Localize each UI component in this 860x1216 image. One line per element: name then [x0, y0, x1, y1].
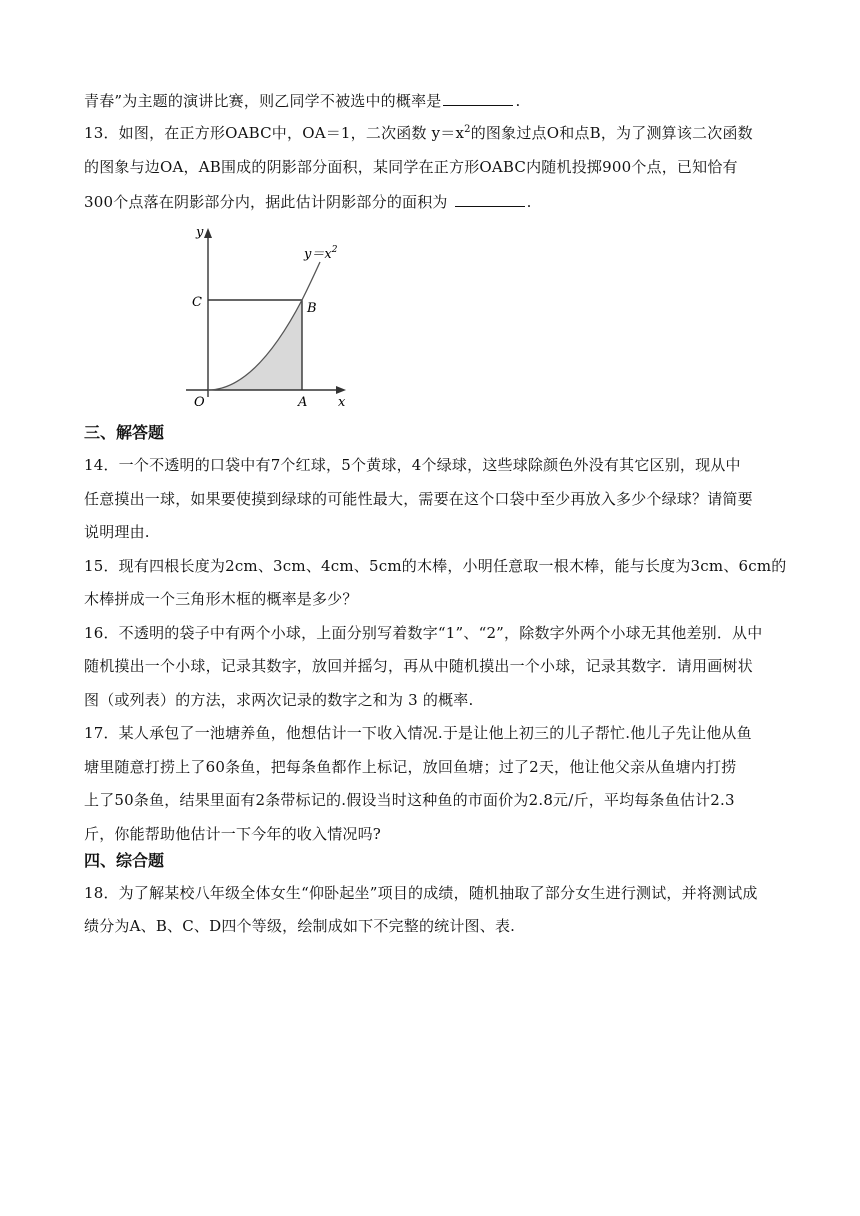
q16-line-3: 图（或列表）的方法，求两次记录的数字之和为 3 的概率.: [84, 691, 474, 709]
q13-text-3: 300个点落在阴影部分内，据此估计阴影部分的面积为: [84, 193, 448, 211]
q17-line-3: 上了50条鱼，结果里面有2条带标记的.假设当时这种鱼的市面价为2.8元/斤，平均每条鱼估计2.3: [84, 791, 735, 809]
label-a: A: [298, 395, 308, 410]
q15-line-2: 木棒拼成一个三角形木框的概率是多少？: [84, 590, 358, 608]
curve-label: $y=x^2$: [304, 245, 338, 262]
q13-end: .: [526, 193, 532, 211]
q18-line-2: 绩分为A、B、C、D四个等级，绘制成如下不完整的统计图、表.: [84, 917, 516, 935]
y-axis-arrow: [204, 228, 212, 238]
q13-line-2: 的图象与边OA，AB围成的阴影部分面积，某同学在正方形OABC内随机投掷900个点，已知恰有: [84, 158, 738, 176]
section-heading-3: 三、解答题: [84, 423, 165, 442]
label-y: y: [196, 225, 204, 240]
parabola-diagram: [180, 222, 360, 412]
q14-line-3: 说明理由.: [84, 523, 150, 541]
q17-line-1: 17．某人承包了一池塘养鱼，他想估计一下收入情况.于是让他上初三的儿子帮忙.他儿子先让他从鱼: [84, 724, 752, 742]
q15-line-1: 15．现有四根长度为2cm、3cm、4cm、5cm的木棒，小明任意取一根木棒，能与长度为3cm、6cm的: [84, 557, 787, 575]
label-x: x: [338, 395, 346, 410]
q13-text-1: 13．如图，在正方形OABC中，OA＝1，二次函数 y＝x: [84, 124, 465, 142]
q12-end: .: [515, 92, 521, 110]
q12-text: 青春”为主题的演讲比赛，则乙同学不被选中的概率是: [84, 92, 442, 110]
answer-blank: [443, 90, 513, 106]
q14-line-1: 14．一个不透明的口袋中有7个红球，5个黄球，4个绿球，这些球除颜色外没有其它区别，现从中: [84, 456, 741, 474]
q17-line-2: 塘里随意打捞上了60条鱼，把每条鱼都作上标记，放回鱼塘；过了2天，他让他父亲从鱼塘内打捞: [84, 758, 737, 776]
q14-line-2: 任意摸出一球，如果要使摸到绿球的可能性最大，需要在这个口袋中至少再放入多少个绿球？请简要: [84, 490, 753, 508]
q13-line-1: [84, 123, 753, 143]
q12-line: [84, 90, 520, 111]
section-heading-4: 四、综合题: [84, 851, 165, 870]
q16-line-2: 随机摸出一个小球，记录其数字，放回并摇匀，再从中随机摸出一个小球，记录其数字．请用画树状: [84, 657, 753, 675]
label-b: B: [307, 301, 317, 316]
x-axis-arrow: [336, 386, 346, 394]
answer-blank: [455, 191, 525, 207]
q16-line-1: 16．不透明的袋子中有两个小球，上面分别写着数字“1”、“2”，除数字外两个小球无其他差别．从中: [84, 624, 763, 642]
label-c: C: [192, 295, 202, 310]
q13-line-3: [84, 191, 532, 212]
label-o: O: [194, 395, 205, 410]
q17-line-4: 斤，你能帮助他估计一下今年的收入情况吗?: [84, 825, 382, 843]
q18-line-1: 18．为了解某校八年级全体女生“仰卧起坐”项目的成绩，随机抽取了部分女生进行测试，并将测试成: [84, 884, 758, 902]
shaded-region: [208, 300, 302, 390]
parabola-figure: [180, 222, 360, 416]
q13-exponent: 2: [464, 124, 471, 135]
q13-text-1b: 的图象过点O和点B，为了测算该二次函数: [470, 124, 753, 142]
